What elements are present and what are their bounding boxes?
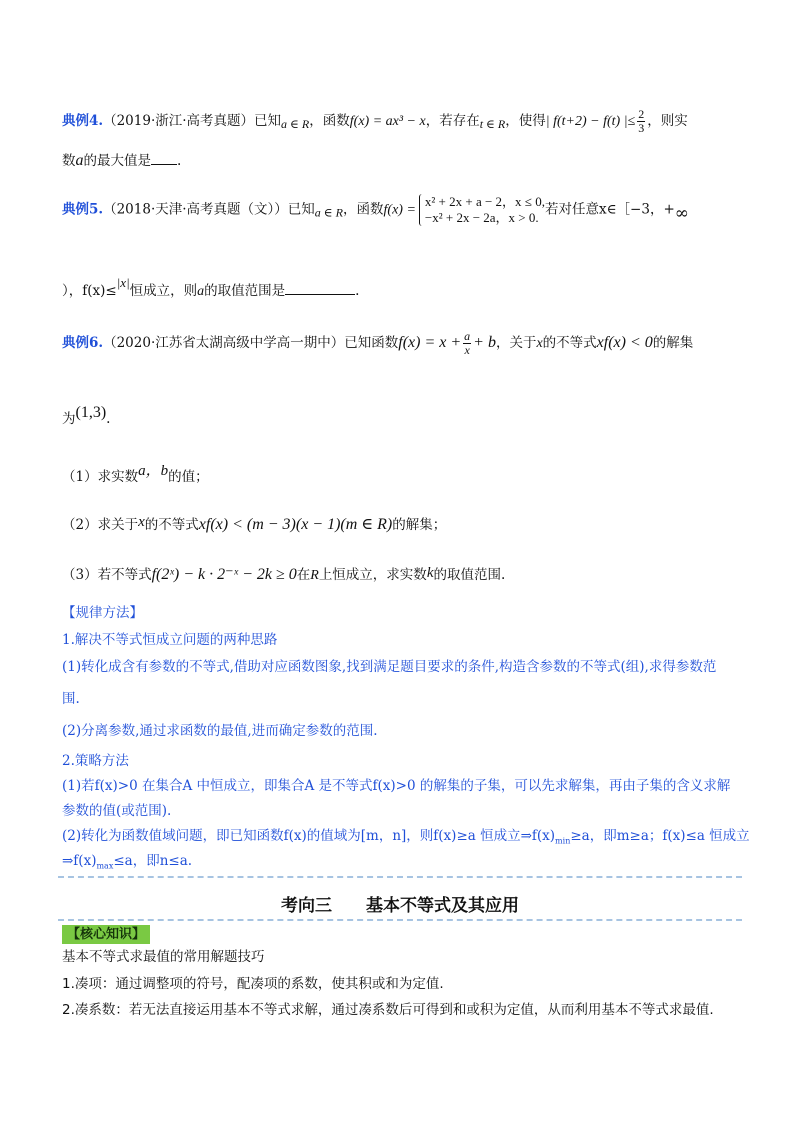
example-5-line-2 bbox=[62, 274, 359, 301]
example-5-line-1 bbox=[62, 194, 689, 226]
text: ≤a，即n≤a. bbox=[113, 853, 193, 869]
fraction-numerator: a bbox=[464, 329, 471, 343]
math-function-f: f(x) = ax³ − x bbox=[349, 114, 426, 129]
text: ，关于 bbox=[495, 335, 537, 351]
question-1 bbox=[62, 462, 209, 486]
method-p7 bbox=[62, 852, 192, 876]
fraction-2-3 bbox=[637, 108, 645, 135]
example-6-line-2 bbox=[62, 404, 110, 428]
text: ，则实 bbox=[647, 113, 688, 129]
text: 的取值范围是 bbox=[204, 283, 286, 299]
text: ≥a，即m≥a；f(x)≤a 恒成立 bbox=[570, 828, 750, 844]
example-6-line-1 bbox=[62, 330, 693, 357]
text: 的最大值是 bbox=[83, 153, 151, 169]
text: (2)转化为函数值域问题，即已知函数f(x)的值域为[m，n]，则f(x)≥a 恒成立⇒f(x) bbox=[62, 828, 556, 844]
text: ，函数 bbox=[343, 201, 384, 218]
piecewise-case-1: x² + 2x + a − 2，x ≤ 0, bbox=[424, 194, 545, 209]
text: 上恒成立，求实数 bbox=[318, 567, 427, 583]
text: ，函数 bbox=[309, 113, 350, 129]
subscript-max: max bbox=[96, 861, 114, 871]
math-inequality: xf(x) < (m − 3)(x − 1)(m ∈ R) bbox=[198, 516, 393, 533]
section-divider-top bbox=[58, 876, 742, 878]
method-p5a: (1)若f(x)>0 在集合A 中恒成立，即集合A 是不等式f(x)>0 的解集的子集，可以先求解集，再由子集的含义求解 bbox=[62, 778, 731, 794]
piecewise-case-2: −x² + 2x − 2a，x > 0. bbox=[424, 210, 539, 225]
fraction-denominator: x bbox=[464, 343, 470, 357]
math-x: x bbox=[536, 336, 543, 351]
text: 若对任意 bbox=[544, 201, 599, 218]
subscript-min: min bbox=[555, 836, 571, 846]
text: （2）求关于 bbox=[62, 517, 139, 533]
answer-blank bbox=[151, 164, 177, 165]
core-line-1: 基本不等式求最值的常用解题技巧 bbox=[62, 949, 265, 965]
text: . bbox=[106, 411, 111, 427]
text: 的值； bbox=[168, 469, 209, 485]
method-p2b: 围. bbox=[62, 691, 80, 707]
example-6-label: 典例6. bbox=[62, 335, 104, 351]
text: . bbox=[355, 283, 360, 299]
math-x: x bbox=[138, 514, 145, 530]
method-p1: 1.解决不等式恒成立问题的两种思路 bbox=[62, 632, 278, 648]
method-p3: (2)分离参数,通过求函数的最值,进而确定参数的范围. bbox=[62, 723, 378, 739]
core-line-3: 2.凑系数：若无法直接运用基本不等式求解，通过凑系数后可得到和或积为定值，从而利用基本不等式求最值. bbox=[62, 1002, 714, 1018]
example-4-source: （2019·浙江·高考真题）已知 bbox=[103, 113, 282, 129]
text: 在 bbox=[296, 567, 311, 583]
math-inequality: xf(x) < 0 bbox=[596, 334, 653, 351]
text: （1）求实数 bbox=[62, 469, 139, 485]
math-t-in-r: t ∈ R bbox=[479, 117, 506, 131]
math-abs-x: |x| bbox=[116, 275, 130, 290]
fraction-numerator: 2 bbox=[638, 107, 645, 121]
text: 的解集 bbox=[652, 335, 694, 351]
text: ，若存在 bbox=[425, 113, 480, 129]
math-a-in-r: a ∈ R bbox=[314, 205, 344, 220]
fraction-a-over-x bbox=[463, 330, 471, 357]
text: 的不等式 bbox=[144, 517, 199, 533]
fraction-denominator: 3 bbox=[638, 121, 645, 135]
math-fx: f(x) = bbox=[383, 202, 416, 218]
example-5-source: （2018·天津·高考真题（文））已知 bbox=[103, 201, 315, 218]
math-a-in-r: a ∈ R bbox=[281, 117, 310, 131]
math-inequality: f(2ˣ) − k · 2⁻ˣ − 2k ≥ 0 bbox=[151, 566, 297, 583]
math-a: a bbox=[75, 152, 84, 169]
math-k: k bbox=[426, 565, 434, 581]
method-p4: 2.策略方法 bbox=[62, 753, 129, 769]
text: 数 bbox=[62, 153, 76, 169]
text: 为 bbox=[62, 411, 76, 427]
text: x∈［−3，+ bbox=[598, 201, 675, 218]
core-knowledge-tag: 【核心知识】 bbox=[62, 925, 150, 944]
text: . bbox=[177, 153, 182, 169]
example-6-source: （2020·江苏省太湖高级中学高一期中）已知函数 bbox=[103, 335, 399, 351]
example-5-label: 典例5. bbox=[62, 201, 104, 218]
piecewise-function bbox=[419, 194, 545, 226]
question-2 bbox=[62, 513, 446, 534]
text: （3）若不等式 bbox=[62, 567, 152, 583]
math-plus-b: + b bbox=[473, 334, 496, 351]
method-p6 bbox=[62, 827, 750, 851]
section-divider-bottom bbox=[58, 919, 742, 921]
text: 的解集； bbox=[392, 517, 447, 533]
answer-blank bbox=[285, 294, 355, 295]
text: ，使得 bbox=[505, 113, 546, 129]
math-interval: (1,3) bbox=[75, 404, 107, 421]
example-4-line-2 bbox=[62, 152, 181, 170]
section-title: 考向三 基本不等式及其应用 bbox=[281, 896, 519, 916]
text: 恒成立，则 bbox=[129, 283, 198, 299]
example-4-label: 典例4. bbox=[62, 113, 104, 129]
math-inequality: | f(t+2) − f(t) |≤ bbox=[545, 114, 636, 129]
core-line-2: 1.凑项：通过调整项的符号，配凑项的系数，使其积或和为定值. bbox=[62, 976, 444, 992]
text: 的取值范围. bbox=[433, 567, 506, 583]
math-a: a bbox=[197, 284, 205, 299]
method-heading: 【规律方法】 bbox=[62, 605, 143, 621]
math-r: R bbox=[310, 568, 319, 583]
text: ），f(x)≤ bbox=[62, 283, 117, 299]
question-3 bbox=[62, 564, 505, 585]
math-a-b: a，b bbox=[138, 463, 169, 479]
example-4-line-1 bbox=[62, 108, 688, 135]
infinity-symbol: ∞ bbox=[674, 203, 689, 224]
math-function-f: f(x) = x + bbox=[398, 334, 462, 351]
text: 的不等式 bbox=[542, 335, 597, 351]
method-p2a: (1)转化成含有参数的不等式,借助对应函数图象,找到满足题目要求的条件,构造含参数的不等式(组),求得参数范 bbox=[62, 659, 717, 675]
text: ⇒f(x) bbox=[62, 853, 97, 869]
method-p5b: 参数的值(或范围). bbox=[62, 803, 172, 819]
